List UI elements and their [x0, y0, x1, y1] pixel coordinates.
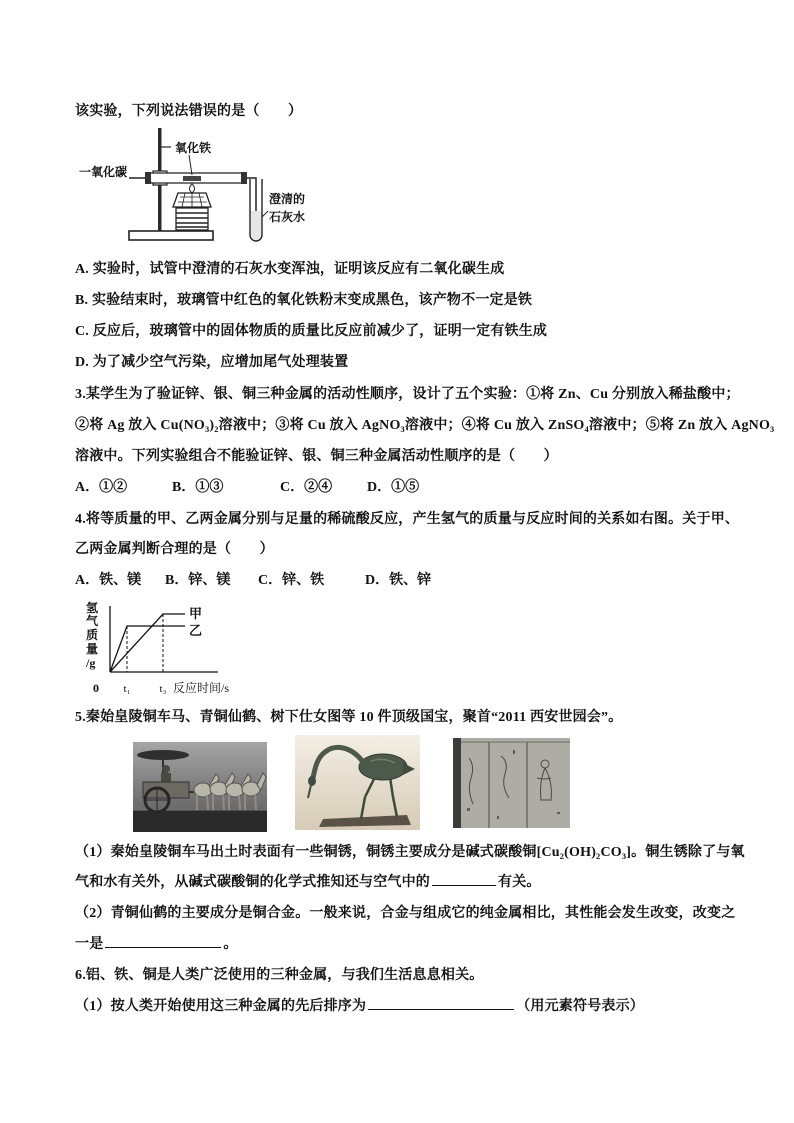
alcohol-lamp	[173, 184, 211, 230]
q2-option-c: C. 反应后，玻璃管中的固体物质的质量比反应前减少了，证明一定有铁生成	[75, 324, 548, 339]
y-label-char: 质	[86, 628, 99, 642]
ladies-under-tree-painting-photo	[453, 738, 570, 828]
q2-stem: 该实验，下列说法错误的是（ ）	[75, 104, 303, 119]
q6-part1-line	[75, 997, 644, 1017]
answer-blank[interactable]	[368, 1008, 514, 1010]
q3-option-a: A．①②	[75, 480, 128, 495]
q5-part2-line-2	[75, 935, 238, 955]
iron-oxide-powder	[183, 176, 201, 181]
q3-stem-line-3: 溶液中。下列实验组合不能验证锌、银、铜三种金属活动性顺序的是（ ）	[75, 449, 558, 464]
series-yi-label: 乙	[189, 623, 203, 638]
q5-part1-line-2	[75, 873, 541, 893]
q3-stem-line-1: 3.某学生为了验证锌、银、铜三种金属的活动性顺序，设计了五个实验：①将 Zn、Cu 分别放入稀盐酸中；	[75, 387, 740, 402]
y-label-char: 气	[86, 614, 99, 628]
bronze-chariot-photo	[133, 742, 267, 832]
q5-stem: 5.秦始皇陵铜车马、青铜仙鹤、树下仕女图等 10 件顶级国宝，聚首“2011 西安世园会”。	[75, 710, 623, 725]
gas-label: 一氧化碳	[79, 165, 128, 179]
glass-tube	[145, 172, 247, 184]
q2-option-d: D. 为了减少空气污染，应增加尾气处理装置	[75, 355, 349, 370]
q5-part2-text-before-blank: 一是	[75, 937, 104, 952]
q6-part1-text-before-blank: （1）按人类开始使用这三种金属的先后排序为	[75, 999, 367, 1014]
q4-stem-line-2: 乙两金属判断合理的是（ ）	[75, 542, 274, 557]
bronze-crane-photo	[295, 735, 420, 830]
q2-option-a: A. 实验时，试管中澄清的石灰水变浑浊，证明该反应有二氧化碳生成	[75, 262, 505, 277]
q6-part1-text-after-blank: （用元素符号表示）	[516, 999, 645, 1014]
q5-part2-text-after-blank: 。	[223, 937, 238, 952]
y-label-char: 量	[86, 642, 99, 656]
q3-option-b: B．①③	[172, 480, 224, 495]
limewater-label-line2: 石灰水	[269, 210, 306, 224]
origin-label: 0	[93, 681, 99, 695]
q5-part1-line-1: （1）秦始皇陵铜车马出土时表面有一些铜锈，铜锈主要成分是碱式碳酸铜[Cu₂(OH)₂CO₃]。铜生锈除了与氧	[75, 845, 745, 860]
q6-stem: 6.铝、铁、铜是人类广泛使用的三种金属，与我们生活息息相关。	[75, 968, 484, 983]
series-jia-label: 甲	[189, 606, 203, 621]
q4-option-c: C．锌、铁	[258, 573, 325, 588]
limewater-label-line1: 澄清的	[269, 192, 306, 206]
q4-stem-line-1: 4.将等质量的甲、乙两金属分别与足量的稀硫酸反应，产生氢气的质量与反应时间的关系如右图。关于甲、	[75, 512, 740, 527]
q4-option-a: A．铁、镁	[75, 573, 142, 588]
answer-blank[interactable]	[105, 946, 221, 948]
q3-stem-line-2: ②将 Ag 放入 Cu(NO₃)₂溶液中；③将 Cu 放入 AgNO₃溶液中；④将 Cu 放入 ZnSO₄溶液中；⑤将 Zn 放入 AgNO₃	[75, 418, 775, 433]
q5-part2-line-1: （2）青铜仙鹤的主要成分是铜合金。一般来说，合金与组成它的纯金属相比，其性能会发生改变，改变之	[75, 906, 736, 921]
q3-option-d: D．①⑤	[367, 480, 420, 495]
q2-option-b: B. 实验结束时，玻璃管中红色的氧化铁粉末变成黑色，该产物不一定是铁	[75, 293, 533, 308]
answer-blank[interactable]	[432, 884, 496, 886]
q5-part1-text-after-blank: 有关。	[498, 875, 541, 890]
hydrogen-mass-time-graph	[80, 598, 245, 698]
q4-option-b: B．锌、镁	[165, 573, 231, 588]
y-label-char: 氢	[86, 601, 99, 615]
limewater-leader-line	[262, 211, 268, 217]
tick-label-t3: t₃	[159, 683, 167, 695]
iron-oxide-label: 氧化铁	[175, 141, 212, 155]
co-reduction-apparatus-diagram	[75, 127, 310, 245]
x-axis-label: 反应时间/s	[173, 681, 230, 695]
q4-option-d: D．铁、锌	[365, 573, 432, 588]
q5-part1-text-before-blank: 气和水有关外，从碱式碳酸铜的化学式推知还与空气中的	[75, 875, 430, 890]
tick-label-t1: t₁	[123, 683, 131, 695]
y-label-char: /g	[86, 656, 96, 670]
q3-option-c: C．②④	[280, 480, 333, 495]
series-yi-line	[110, 626, 185, 672]
iron-oxide-leader-line	[189, 155, 192, 175]
